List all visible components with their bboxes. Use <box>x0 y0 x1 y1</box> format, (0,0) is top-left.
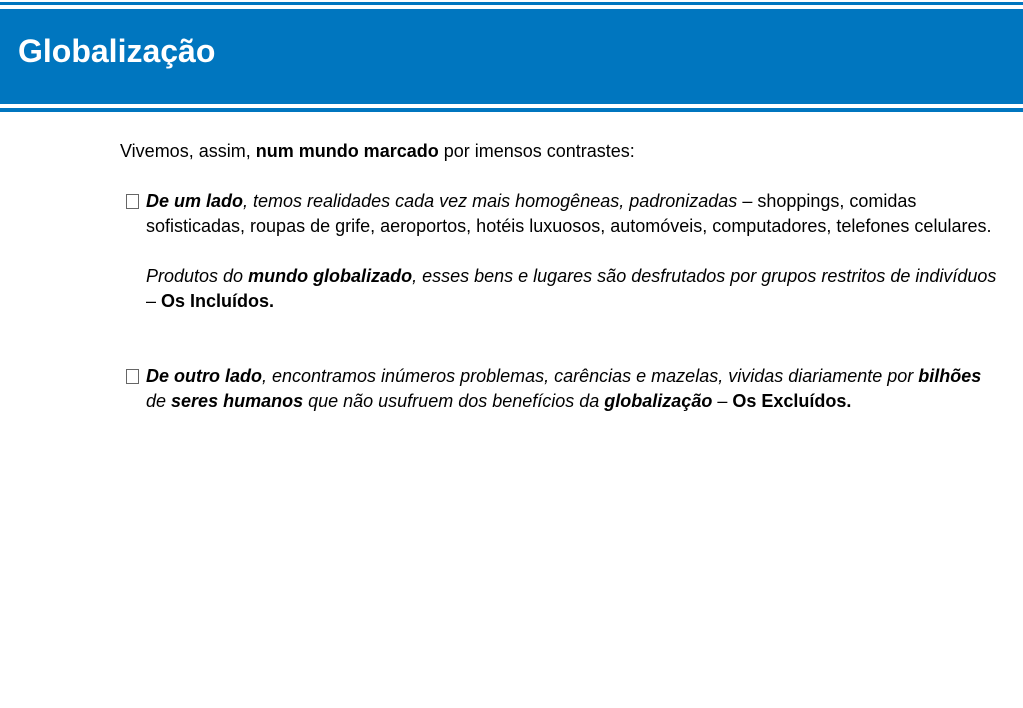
intro-paragraph <box>120 139 1000 164</box>
italic-text: , encontramos inúmeros problemas, carências e mazelas, vividas diariamente por <box>262 366 919 386</box>
intro-text-end: por imensos contrastes: <box>438 141 635 161</box>
italic-text: de <box>146 391 172 411</box>
plain-text: – shoppings, comidas sofisticadas, roupas de grife, aeroportos, hotéis luxuosos, automóveis, computadores, telefones celulares. <box>146 191 992 236</box>
bullet-box-icon <box>126 369 139 384</box>
bold-italic-text: globalização <box>604 391 713 411</box>
header-bottom-line <box>0 108 1023 112</box>
plain-text: – <box>712 391 733 411</box>
bullet-text <box>146 364 1000 414</box>
bold-italic-text: De outro lado <box>146 366 262 386</box>
slide-body <box>120 139 1000 414</box>
bullet-box-icon <box>126 194 139 209</box>
bold-italic-text: mundo globalizado <box>248 266 413 286</box>
bold-text: Os Excluídos. <box>732 391 852 411</box>
included-paragraph <box>120 264 1000 314</box>
plain-text: – <box>146 291 162 311</box>
header-top-line <box>0 2 1023 5</box>
paragraph-text <box>146 264 1000 314</box>
intro-bold-text: num mundo marcado <box>255 141 439 161</box>
bullet-item-included <box>120 189 1000 239</box>
bullet-item-excluded <box>120 364 1000 414</box>
slide-title: Globalização <box>18 33 216 69</box>
bold-text: Os Incluídos. <box>161 291 275 311</box>
italic-text: que não usufruem dos benefícios da <box>303 391 605 411</box>
italic-text: Produtos do <box>146 266 249 286</box>
bold-italic-text: seres humanos <box>171 391 304 411</box>
intro-text: Vivemos, assim, <box>120 141 256 161</box>
italic-text: , temos realidades cada vez mais homogêneas, padronizadas <box>243 191 738 211</box>
italic-text: , esses bens e lugares são desfrutados por grupos restritos de indivíduos <box>412 266 997 286</box>
bullet-text <box>146 189 1000 239</box>
bold-italic-text: De um lado <box>146 191 244 211</box>
bold-italic-text: bilhões <box>918 366 982 386</box>
